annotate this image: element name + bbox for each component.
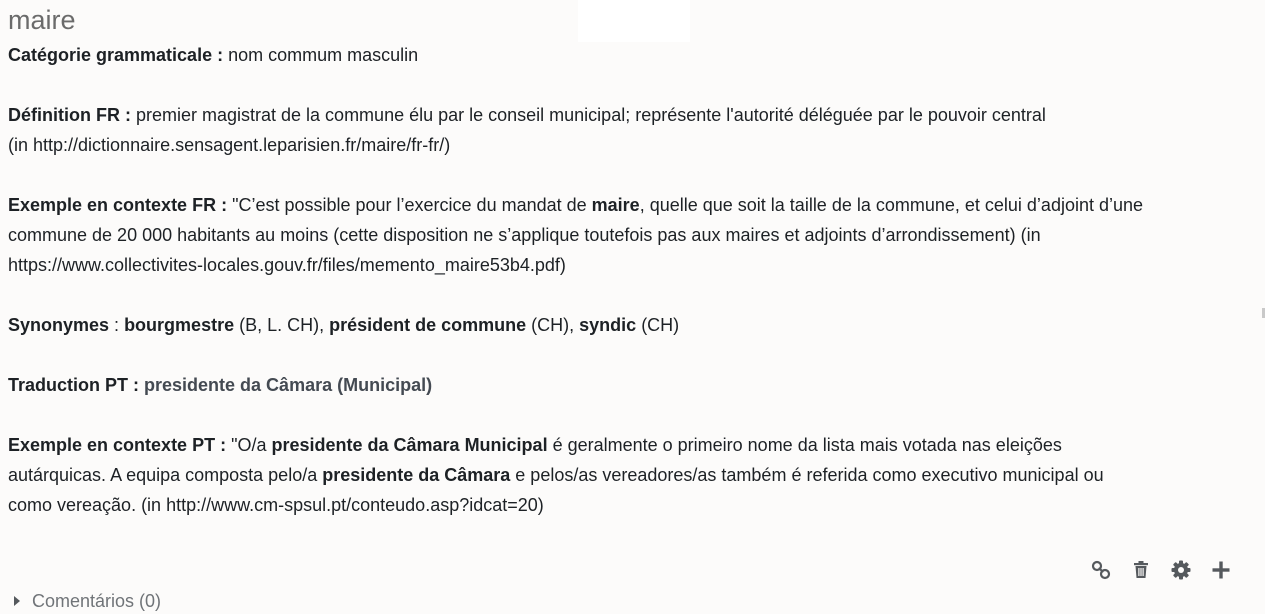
synonyms-separator: : bbox=[109, 315, 125, 335]
translation-pt-line bbox=[8, 370, 1258, 400]
example-fr-term: maire bbox=[591, 195, 640, 215]
synonym-1-note: (B, L. CH), bbox=[234, 315, 330, 335]
definition-source: (in http://dictionnaire.sensagent.leparisien.fr/maire/fr-fr/) bbox=[8, 135, 451, 155]
synonyms-label: Synonymes bbox=[8, 315, 110, 335]
link-icon[interactable] bbox=[1090, 559, 1112, 581]
example-pt-text: autárquicas. A equipa composta pelo/a bbox=[8, 465, 323, 485]
definition-label: Définition FR : bbox=[8, 105, 131, 125]
example-pt-term-1: presidente da Câmara Municipal bbox=[271, 435, 548, 455]
example-fr-line-3: https://www.collectivites-locales.gouv.fr/files/memento_maire53b4.pdf) bbox=[8, 255, 566, 275]
example-pt-line-3: como vereação. (in http://www.cm-spsul.pt/conteudo.asp?idcat=20) bbox=[8, 495, 544, 515]
example-fr-text: , quelle que soit la taille de la commune, et celui d’adjoint d’une bbox=[639, 195, 1144, 215]
translation-pt-value: presidente da Câmara (Municipal) bbox=[139, 375, 433, 395]
example-fr-line-1 bbox=[8, 190, 1258, 220]
synonym-3-note: (CH) bbox=[636, 315, 680, 335]
example-pt-text: é geralmente o primeiro nome da lista mais votada nas eleições bbox=[547, 435, 1062, 455]
example-pt-term-2: presidente da Câmara bbox=[322, 465, 511, 485]
trash-icon[interactable] bbox=[1130, 559, 1152, 581]
synonym-2: président de commune bbox=[329, 315, 527, 335]
example-pt-line-1 bbox=[8, 430, 1258, 460]
synonyms-line bbox=[8, 310, 1258, 340]
synonym-3: syndic bbox=[579, 315, 637, 335]
glossary-entry bbox=[8, 0, 1258, 520]
caret-right-icon bbox=[14, 596, 20, 606]
definition-line bbox=[8, 100, 1258, 130]
synonym-2-note: (CH), bbox=[526, 315, 580, 335]
plus-icon[interactable] bbox=[1210, 559, 1232, 581]
comments-label: Comentários (0) bbox=[32, 590, 162, 611]
definition-text: premier magistrat de la commune élu par le conseil municipal; représente l'autorité déléguée par le pouvoir central bbox=[130, 105, 1046, 125]
gear-icon[interactable] bbox=[1170, 559, 1192, 581]
example-fr-label: Exemple en contexte FR : bbox=[8, 195, 228, 215]
category-line bbox=[8, 40, 1258, 70]
category-label: Catégorie grammaticale : bbox=[8, 45, 224, 65]
synonym-1: bourgmestre bbox=[124, 315, 235, 335]
category-value: nom commum masculin bbox=[223, 45, 419, 65]
example-pt-text: "O/a bbox=[226, 435, 272, 455]
example-pt-line-2 bbox=[8, 460, 1258, 490]
example-pt-label: Exemple en contexte PT : bbox=[8, 435, 227, 455]
example-fr-line-2: commune de 20 000 habitants au moins (cette disposition ne s’applique toutefois pas aux maires et adjoints d’arrondissement) (in bbox=[8, 225, 1041, 245]
entry-term: maire bbox=[8, 5, 76, 35]
example-pt-text: e pelos/as vereadores/as também é referida como executivo municipal ou bbox=[510, 465, 1104, 485]
example-fr-text: "C’est possible pour l’exercice du mandat de bbox=[227, 195, 592, 215]
comments-toggle[interactable] bbox=[14, 588, 161, 614]
entry-actions bbox=[1090, 556, 1232, 584]
translation-pt-label: Traduction PT : bbox=[8, 375, 140, 395]
